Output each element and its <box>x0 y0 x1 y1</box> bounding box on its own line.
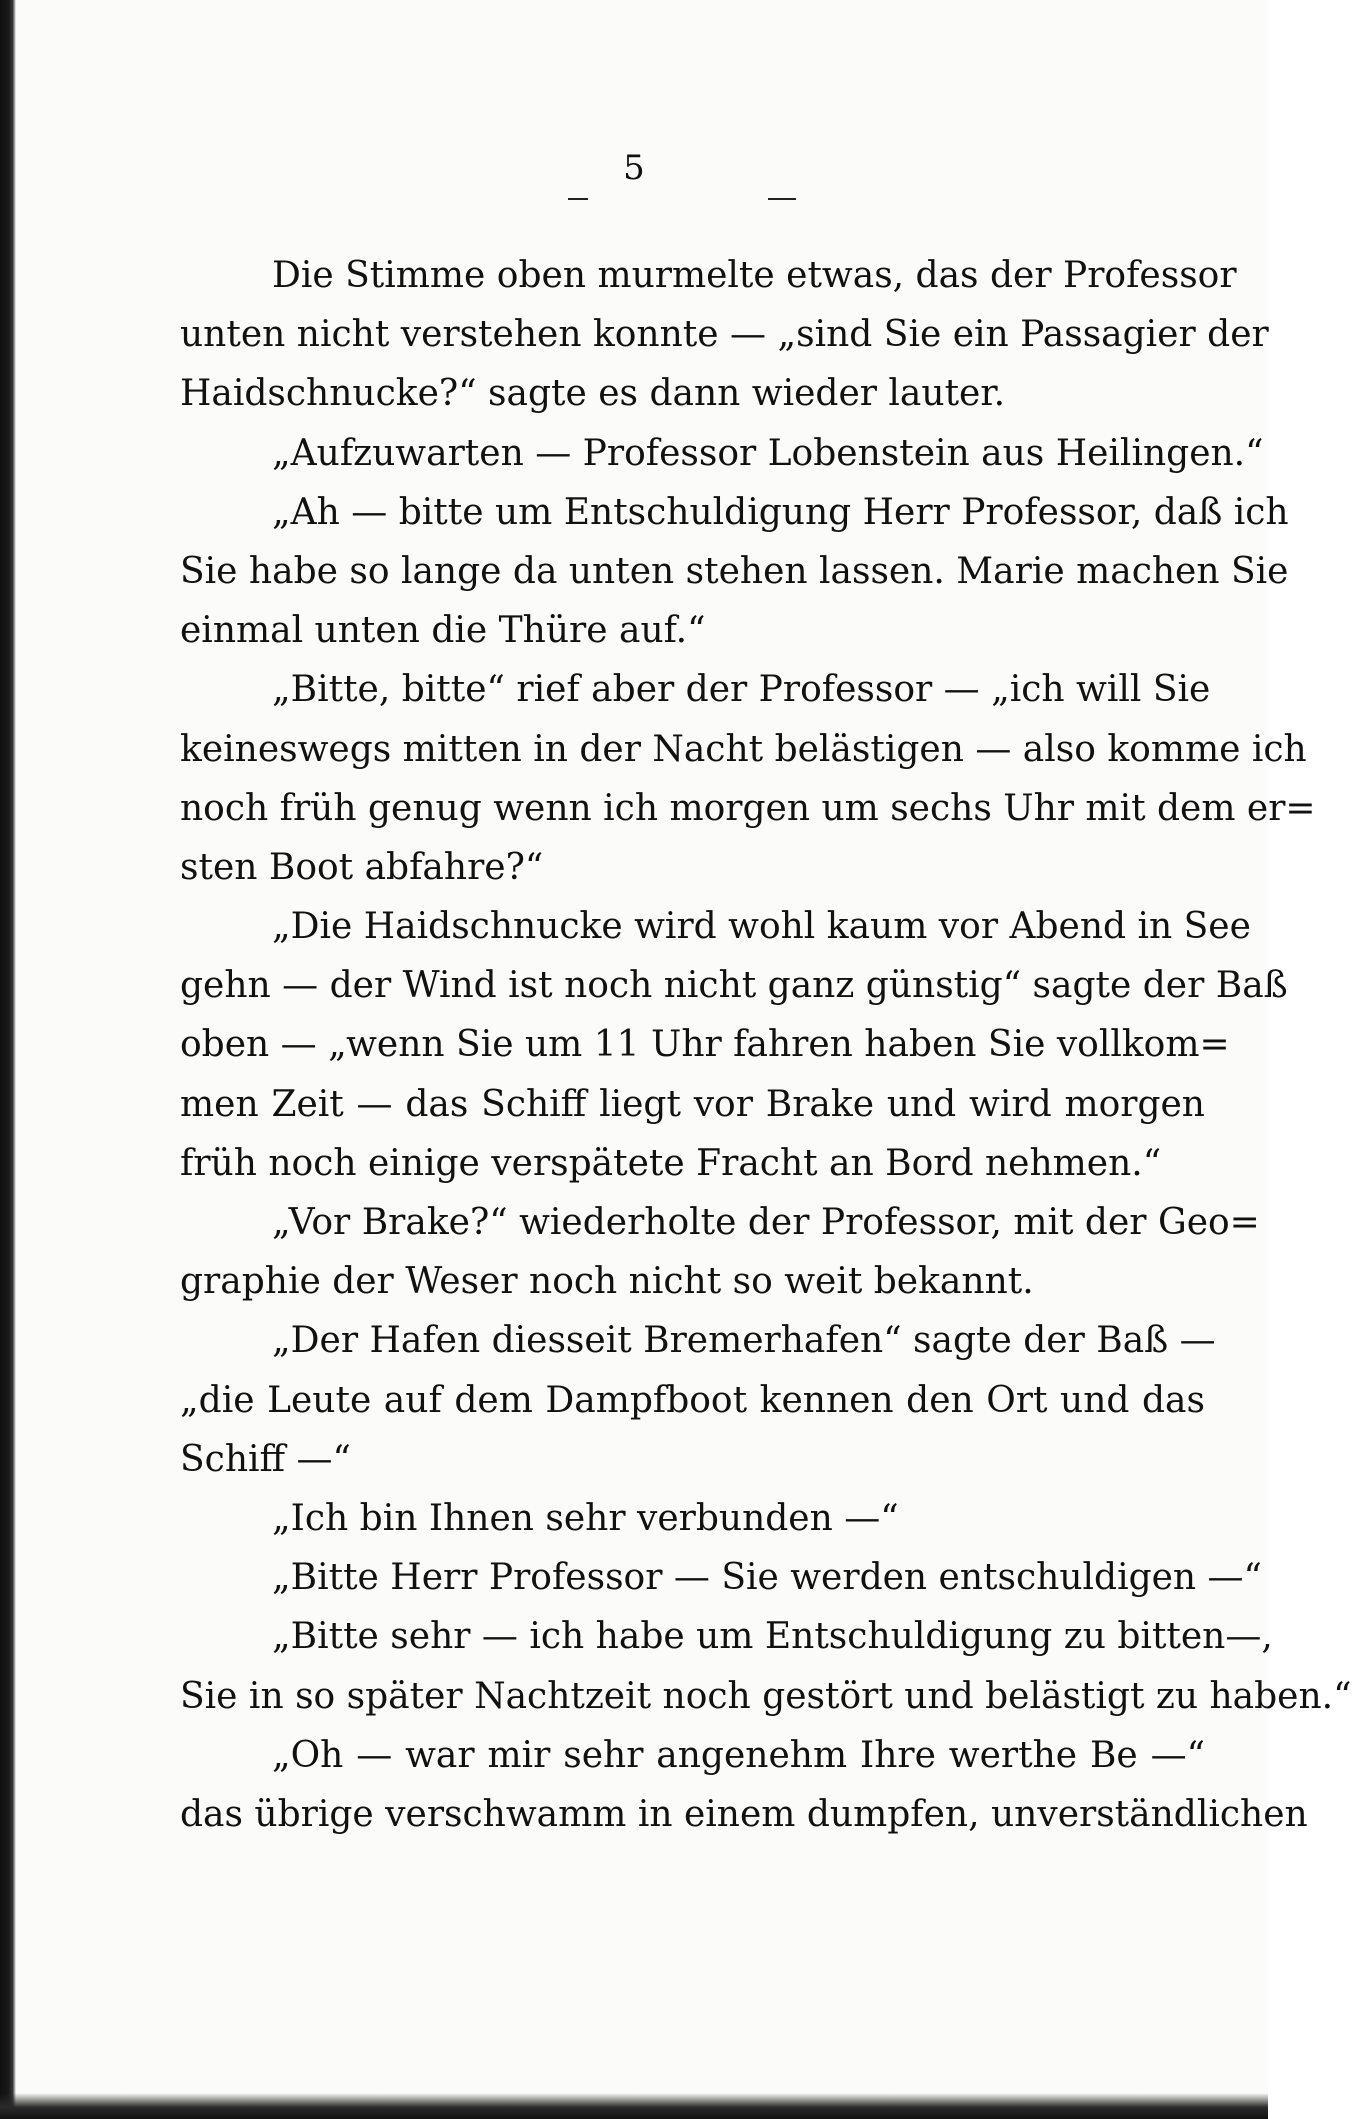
text-line: Schiff —“ <box>180 1438 351 1480</box>
text-line: „Ich bin Ihnen sehr verbunden —“ <box>272 1497 899 1539</box>
bottom-edge-shadow <box>0 2093 1268 2119</box>
text-line: einmal unten die Thüre auf.“ <box>180 610 706 652</box>
text-line: „Bitte sehr — ich habe um Entschuldigung zu bitten—, <box>272 1616 1273 1658</box>
text-line: graphie der Weser noch nicht so weit bekannt. <box>180 1261 1034 1303</box>
text-line: Haidschnucke?“ sagte es dann wieder lauter. <box>180 373 1006 415</box>
text-line: „die Leute auf dem Dampfboot kennen den Ort und das <box>180 1379 1205 1421</box>
text-line: „Ah — bitte um Entschuldigung Herr Professor, daß ich <box>272 491 1289 533</box>
text-line: „Aufzuwarten — Professor Lobenstein aus Heilingen.“ <box>272 432 1264 474</box>
body-text <box>180 246 1352 1844</box>
text-line: oben — „wenn Sie um 11 Uhr fahren haben Sie vollkom= <box>180 1024 1230 1066</box>
text-line: das übrige verschwamm in einem dumpfen, unverständlichen <box>180 1793 1308 1835</box>
text-line: Sie habe so lange da unten stehen lassen. Marie machen Sie <box>180 550 1289 592</box>
page-number: 5 <box>623 148 645 188</box>
text-line: früh noch einige verspätete Fracht an Bord nehmen.“ <box>180 1142 1162 1184</box>
text-line: gehn — der Wind ist noch nicht ganz günstig“ sagte der Baß <box>180 965 1288 1007</box>
text-line: Die Stimme oben murmelte etwas, das der Professor <box>272 255 1237 296</box>
text-line: sten Boot abfahre?“ <box>180 846 544 888</box>
text-line: „Oh — war mir sehr angenehm Ihre werthe Be —“ <box>272 1734 1205 1776</box>
header-dash-left <box>568 198 588 200</box>
text-line: Sie in so später Nachtzeit noch gestört und belästigt zu haben.“ <box>180 1675 1352 1717</box>
header-rule <box>568 198 808 202</box>
text-line: keineswegs mitten in der Nacht belästigen — also komme ich <box>180 728 1307 770</box>
text-line: men Zeit — das Schiff liegt vor Brake und wird morgen <box>180 1083 1205 1125</box>
text-line: unten nicht verstehen konnte — „sind Sie ein Passagier der <box>180 314 1269 356</box>
text-line: „Der Hafen diesseit Bremerhafen“ sagte der Baß — <box>272 1320 1216 1362</box>
text-line: „Vor Brake?“ wiederholte der Professor, mit der Geo= <box>272 1202 1260 1243</box>
spine-shadow <box>0 0 16 2119</box>
text-line: „Bitte Herr Professor — Sie werden entschuldigen —“ <box>272 1557 1262 1599</box>
text-line: „Die Haidschnucke wird wohl kaum vor Abend in See <box>272 906 1251 948</box>
text-line: noch früh genug wenn ich morgen um sechs Uhr mit dem er= <box>180 787 1316 829</box>
header-dash-right <box>768 198 796 200</box>
text-line: „Bitte, bitte“ rief aber der Professor — „ich will Sie <box>272 669 1211 711</box>
